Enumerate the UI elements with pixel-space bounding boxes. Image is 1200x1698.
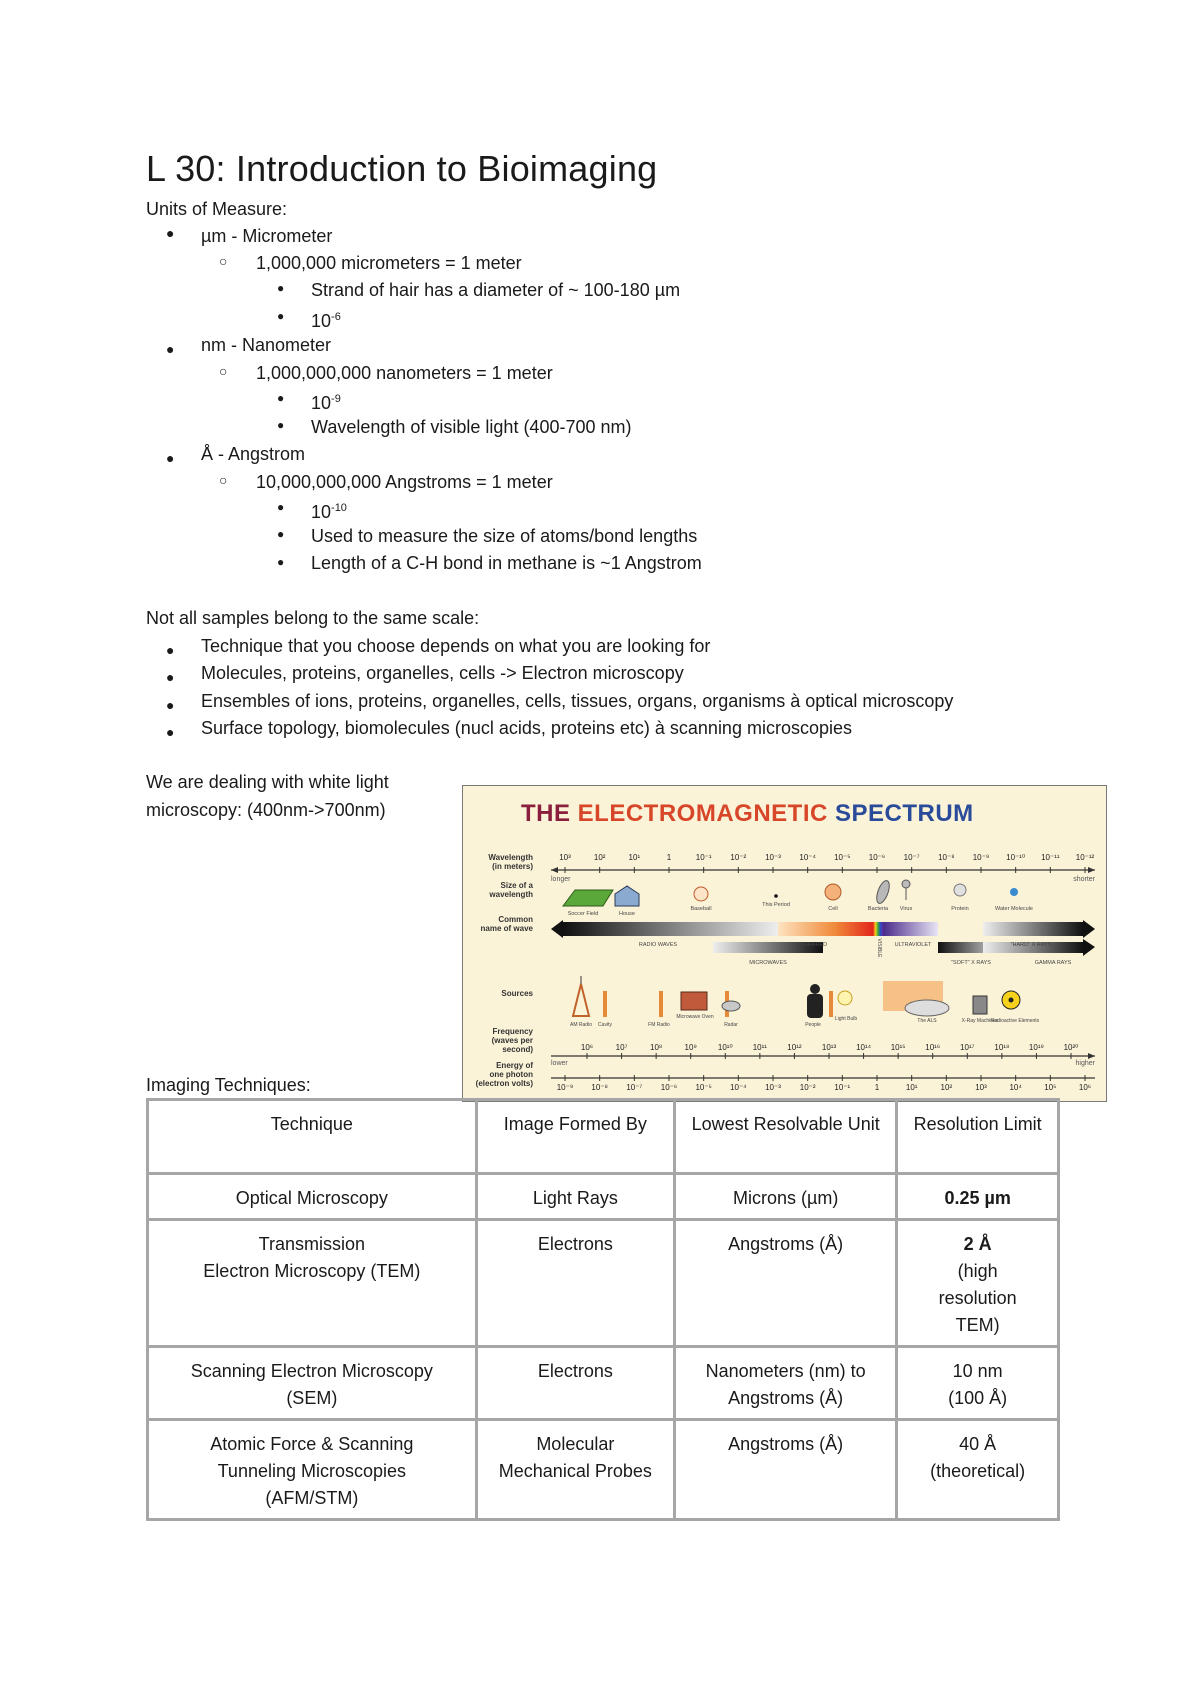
arrow-icon [551, 867, 558, 873]
wavelength-tick-label: 1 [666, 853, 672, 862]
frequency-tick-label: 10¹⁸ [994, 1043, 1010, 1052]
technique-cell: Optical Microscopy [148, 1174, 477, 1220]
wave-name: RADIO WAVES [638, 942, 678, 948]
wavelength-tick-label: 10⁻² [730, 853, 747, 862]
sub-bullet-icon: ○ [219, 363, 228, 379]
bullet-icon: ● [277, 527, 285, 541]
scale-item: Surface topology, biomolecules (nucl acids, proteins etc) à scanning microscopies [201, 718, 852, 738]
bullet-icon: ● [166, 225, 175, 241]
nanometer-label: nm - Nanometer [201, 335, 332, 355]
formed-by-cell: Molecular Mechanical Probes [476, 1420, 674, 1520]
frequency-tick-label: 10¹⁹ [1028, 1043, 1044, 1052]
energy-tick-label: 10⁻² [799, 1083, 816, 1092]
energy-tick-label: 10⁴ [1009, 1083, 1022, 1092]
frequency-tick-label: 10¹⁴ [856, 1043, 872, 1052]
radio-waves-band [563, 922, 778, 936]
svg-text:Frequency: Frequency [492, 1027, 533, 1036]
wave-name: INFRARED [798, 942, 828, 948]
wavelength-tick-label: 10⁻¹¹ [1041, 853, 1060, 862]
bullet-icon: ● [166, 341, 175, 357]
energy-tick-label: 10⁵ [1044, 1083, 1057, 1092]
radar-dish-icon [722, 1001, 740, 1011]
unit-cell: Angstroms (Å) [675, 1420, 897, 1520]
person-body-icon [807, 994, 823, 1018]
wavelength-tick-label: 10⁻¹² [1075, 853, 1095, 862]
table-row [148, 1420, 1059, 1520]
source-labels [570, 1014, 1040, 1028]
energy-tick-label: 10⁶ [1078, 1083, 1092, 1092]
energy-tick-label: 10² [940, 1083, 953, 1092]
source-label: Light Bulb [834, 1016, 858, 1022]
energy-tick-label: 10⁻⁵ [695, 1083, 712, 1092]
light-bulb-icon [838, 991, 852, 1005]
soccer-field-icon [563, 890, 613, 906]
svg-text:Energy of: Energy of [496, 1061, 533, 1070]
cell-icon [825, 884, 841, 900]
bullet-icon: ● [277, 418, 285, 432]
spectrum-chart [463, 786, 1106, 1101]
sub-bullet-icon: ○ [219, 253, 228, 269]
limit-cell: 10 nm (100 Å) [897, 1347, 1059, 1420]
wavelength-tick-label: 10⁻⁴ [799, 853, 816, 862]
limit-cell: 2 Å (high resolution TEM) [897, 1220, 1059, 1347]
wavelength-tick-label: 10¹ [628, 853, 641, 862]
svg-text:(in meters): (in meters) [492, 862, 533, 871]
source-label: The ALS [917, 1018, 937, 1024]
units-heading: Units of Measure: [146, 199, 288, 219]
bullet-icon: ● [166, 697, 175, 713]
source-label: Cavity [598, 1022, 612, 1028]
source-label: Radar [724, 1022, 738, 1028]
source-label: People [805, 1022, 821, 1028]
frequency-tick-label: 10¹⁶ [925, 1043, 941, 1052]
ultraviolet-band [883, 922, 938, 936]
svg-text:wavelength: wavelength [489, 890, 533, 899]
infrared-band [778, 922, 873, 936]
source-label: X-Ray Machines [961, 1018, 999, 1024]
methane-bond-note: Length of a C-H bond in methane is ~1 Angstrom [311, 553, 702, 573]
energy-tick-label: 10⁻⁹ [556, 1083, 574, 1092]
bullet-icon: ● [166, 642, 175, 658]
imaging-techniques-table [146, 1098, 1060, 1521]
arrow-icon [1083, 939, 1095, 956]
protein-icon [954, 884, 966, 896]
visible-light-wavelength: Wavelength of visible light (400-700 nm) [311, 417, 632, 437]
technique-cell: Transmission Electron Microscopy (TEM) [148, 1220, 477, 1347]
svg-text:Sources: Sources [501, 989, 533, 998]
angstrom-label: Å - Angstrom [201, 444, 306, 464]
radioactive-center-icon [1009, 998, 1014, 1003]
arrow-icon [1083, 920, 1095, 938]
scale-item: Technique that you choose depends on what you are looking for [201, 636, 711, 656]
header-cell: Resolution Limit [897, 1100, 1059, 1174]
size-label: Water Molecule [994, 906, 1034, 912]
energy-tick-label: 10⁻³ [765, 1083, 781, 1092]
fm-radio-icon [659, 991, 663, 1017]
wave-name: "HARD" X RAYS [1010, 942, 1052, 948]
wave-name: "SOFT" X RAYS [951, 960, 991, 966]
header-cell: Image Formed By [476, 1100, 674, 1174]
technique-cell: Atomic Force & Scanning Tunneling Microscopies (AFM/STM) [148, 1420, 477, 1520]
header-cell: Technique [148, 1100, 477, 1174]
frequency-tick-label: 10¹⁷ [960, 1043, 975, 1052]
energy-tick-label: 10⁻⁴ [730, 1083, 747, 1092]
cavity-icon [603, 991, 607, 1017]
unit-cell: Angstroms (Å) [675, 1220, 897, 1347]
wavelength-tick-label: 10⁻⁵ [834, 853, 851, 862]
arrow-icon [1088, 1053, 1095, 1059]
frequency-tick-label: 10¹⁵ [890, 1043, 906, 1052]
limit-cell: 0.25 µm [897, 1174, 1059, 1220]
size-label: Baseball [690, 906, 712, 912]
wavelength-tick-label: 10⁻¹ [695, 853, 712, 862]
wave-name: VISIBLE [876, 938, 882, 958]
wavelength-tick-label: 10⁻³ [765, 853, 781, 862]
svg-text:(waves per: (waves per [491, 1036, 533, 1045]
size-label: Bacteria [867, 906, 889, 912]
size-label: House [619, 911, 635, 917]
bullet-icon: ● [277, 500, 285, 514]
header-cell: Lowest Resolvable Unit [675, 1100, 897, 1174]
virus-icon [902, 880, 910, 888]
imaging-heading: Imaging Techniques: [146, 1075, 311, 1095]
formed-by-cell: Electrons [476, 1220, 674, 1347]
svg-text:second): second) [502, 1045, 533, 1054]
nanometer-conversion: 1,000,000,000 nanometers = 1 meter [256, 363, 553, 383]
als-building-icon [905, 1000, 949, 1016]
size-icons [563, 879, 1018, 906]
row-label-energy [476, 1061, 534, 1088]
size-label: This Period [762, 902, 790, 908]
row-label-size [488, 881, 533, 899]
table-row [148, 1174, 1059, 1220]
micrometer-conversion: 1,000,000 micrometers = 1 meter [256, 253, 522, 273]
svg-text:one photon: one photon [489, 1070, 533, 1079]
technique-cell: Scanning Electron Microscopy (SEM) [148, 1347, 477, 1420]
wavelength-tick-label: 10⁻⁹ [972, 853, 990, 862]
wavelength-tick-label: 10⁻⁷ [903, 853, 920, 862]
bullet-icon: ● [277, 309, 285, 323]
svg-text:Size of a: Size of a [500, 881, 533, 890]
svg-text:Common: Common [498, 915, 533, 924]
radio-tower-icon [573, 984, 589, 1016]
svg-text:(electron volts): (electron volts) [475, 1079, 533, 1088]
source-icons [573, 976, 1020, 1018]
longer-label: longer [551, 876, 571, 883]
higher-label: higher [1075, 1060, 1095, 1067]
energy-tick-label: 10⁻⁸ [591, 1083, 608, 1092]
wavelength-tick-label: 10³ [559, 853, 571, 862]
frequency-tick-label: 10⁸ [650, 1043, 663, 1052]
scale-item: Molecules, proteins, organelles, cells -> Electron microscopy [201, 663, 684, 683]
source-label: Radioactive Elements [990, 1018, 1040, 1024]
water-molecule-icon [1010, 888, 1018, 896]
scale-heading: Not all samples belong to the same scale: [146, 608, 480, 628]
atom-size-note: Used to measure the size of atoms/bond lengths [311, 526, 698, 546]
bullet-icon: ● [277, 281, 285, 295]
source-label: FM Radio [648, 1022, 670, 1028]
bullet-icon: ● [166, 450, 175, 466]
baseball-icon [694, 887, 708, 901]
table-row [148, 1220, 1059, 1347]
wavelength-tick-label: 10⁻⁸ [938, 853, 955, 862]
wave-name: MICROWAVES [749, 960, 787, 966]
formed-by-cell: Electrons [476, 1347, 674, 1420]
wave-name: GAMMA RAYS [1034, 960, 1072, 966]
visible-band [873, 922, 883, 936]
people-bar-icon [829, 991, 833, 1017]
unit-cell: Nanometers (nm) to Angstroms (Å) [675, 1347, 897, 1420]
table-row [148, 1347, 1059, 1420]
source-label: AM Radio [570, 1022, 592, 1028]
micrometer-label: µm - Micrometer [201, 226, 333, 246]
unit-cell: Microns (µm) [675, 1174, 897, 1220]
arrow-icon [1088, 867, 1095, 873]
arrow-icon [551, 920, 563, 938]
lower-label: lower [551, 1060, 568, 1067]
angstrom-conversion: 10,000,000,000 Angstroms = 1 meter [256, 472, 553, 492]
frequency-tick-label: 10⁷ [615, 1043, 628, 1052]
nanometer-power: $10^{-9}$ [311, 393, 341, 413]
page-title: L 30: Introduction to Bioimaging [146, 148, 658, 189]
size-label: Virus [899, 906, 913, 912]
frequency-tick-label: 10⁹ [684, 1043, 697, 1052]
frequency-tick-label: 10²⁰ [1063, 1043, 1079, 1052]
svg-text:name of wave: name of wave [480, 924, 533, 933]
frequency-tick-label: 10¹⁰ [717, 1043, 733, 1052]
house-icon [615, 886, 639, 906]
row-label-wavelength [488, 853, 533, 871]
person-head-icon [810, 984, 820, 994]
energy-tick-label: 10⁻⁶ [660, 1083, 678, 1092]
size-label: Cell [828, 906, 838, 912]
electromagnetic-spectrum-figure [462, 785, 1107, 1102]
spectrum-title: THE ELECTROMAGNETIC SPECTRUM [521, 800, 974, 827]
bullet-icon: ● [166, 669, 175, 685]
wave-name: ULTRAVIOLET [894, 942, 932, 948]
microwave-oven-icon [681, 992, 707, 1010]
white-light-line-2: microscopy: (400nm->700nm) [146, 800, 386, 820]
wavelength-tick-label: 10⁻¹⁰ [1006, 853, 1026, 862]
bullet-icon: ● [166, 724, 175, 740]
energy-tick-label: 10⁻⁷ [626, 1083, 643, 1092]
bullet-icon: ● [277, 555, 285, 569]
white-light-line-1: We are dealing with white light [146, 772, 389, 792]
wavelength-tick-label: 10⁻⁶ [868, 853, 886, 862]
scale-item: Ensembles of ions, proteins, organelles, cells, tissues, organs, organisms à optical microscopy [201, 691, 954, 711]
hair-diameter: Strand of hair has a diameter of ~ 100-180 µm [311, 280, 681, 300]
row-label-sources [501, 989, 533, 998]
hard-xray-band [983, 922, 1083, 936]
frequency-tick-label: 10⁶ [580, 1043, 594, 1052]
micrometer-power: $10^{-6}$ [311, 311, 341, 331]
frequency-tick-label: 10¹¹ [752, 1043, 767, 1052]
xray-machine-icon [973, 996, 987, 1014]
size-label: Protein [951, 906, 969, 912]
formed-by-cell: Light Rays [476, 1174, 674, 1220]
svg-text:Wavelength: Wavelength [488, 853, 533, 862]
size-label: Soccer Field [567, 911, 599, 917]
energy-tick-label: 10¹ [905, 1083, 918, 1092]
period-icon [774, 894, 778, 898]
row-label-frequency [492, 1027, 534, 1054]
row-label-common-name [481, 915, 534, 933]
shorter-label: shorter [1073, 876, 1095, 883]
bullet-icon: ● [277, 391, 285, 405]
bacteria-icon [874, 879, 892, 905]
energy-tick-label: 10⁻¹ [834, 1083, 851, 1092]
wavelength-tick-label: 10² [593, 853, 606, 862]
energy-tick-label: 1 [874, 1083, 880, 1092]
limit-cell: 40 Å (theoretical) [897, 1420, 1059, 1520]
frequency-tick-label: 10¹² [787, 1043, 802, 1052]
angstrom-power: $10^{-10}$ [311, 502, 347, 522]
table-header-row [148, 1100, 1059, 1174]
sub-bullet-icon: ○ [219, 472, 228, 488]
frequency-tick-label: 10¹³ [821, 1043, 837, 1052]
source-label: Microwave Oven [676, 1014, 714, 1020]
energy-tick-label: 10³ [975, 1083, 987, 1092]
